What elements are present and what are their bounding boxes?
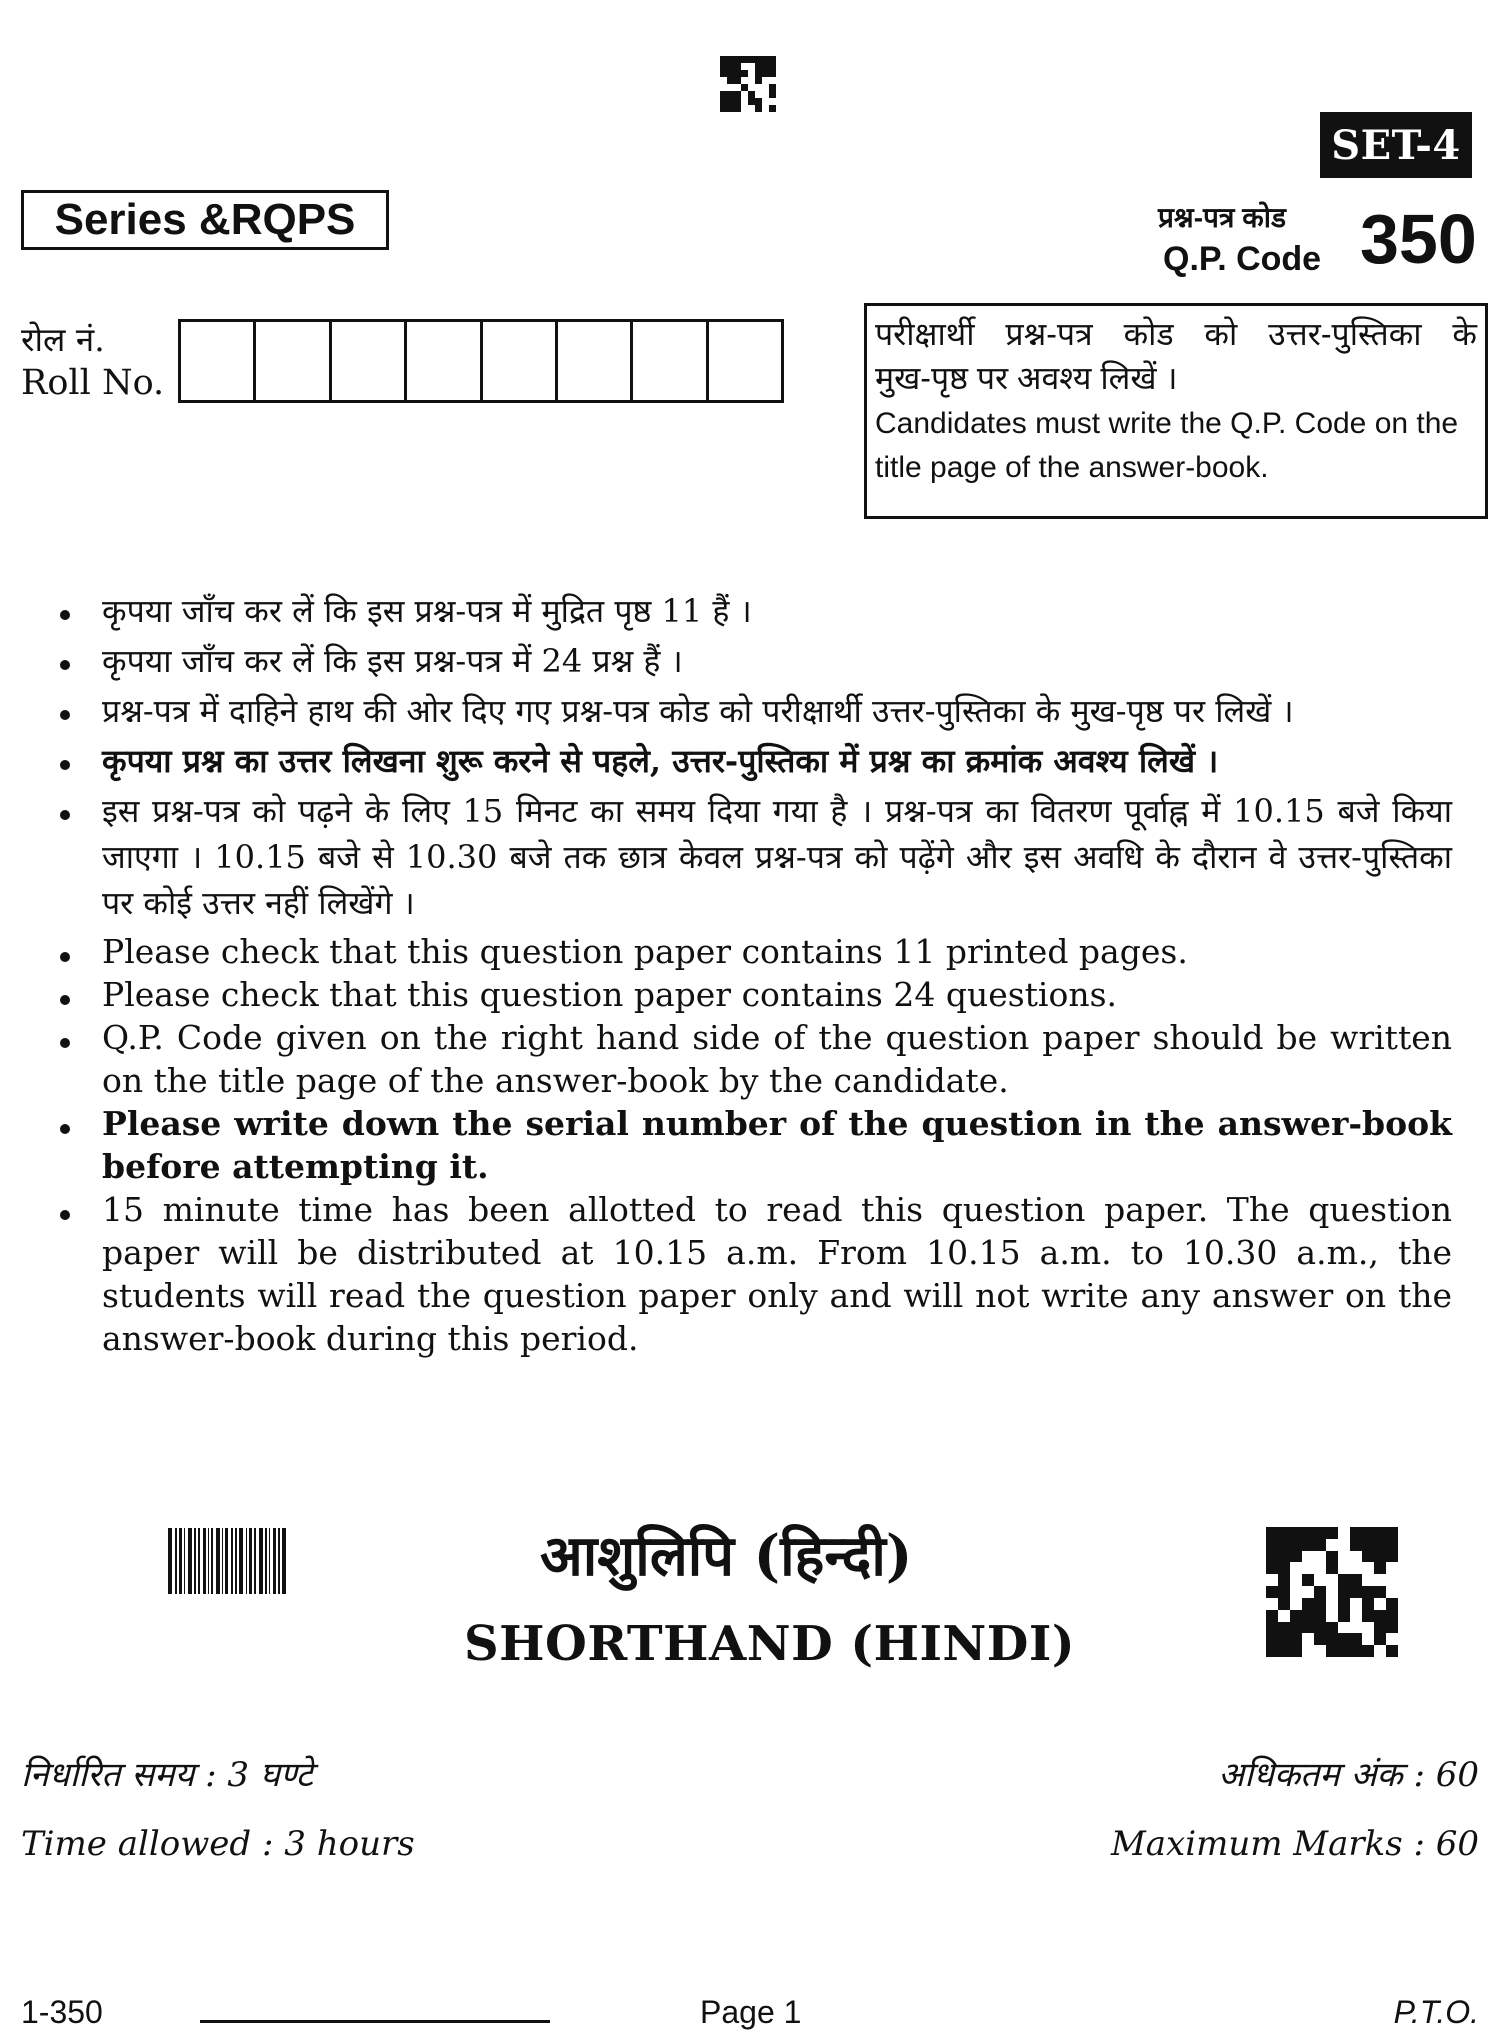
roll-digit-box[interactable]	[483, 322, 558, 403]
candidate-note-box	[864, 303, 1488, 519]
subject-title-hindi: आशुलिपि (हिन्दी)	[540, 1523, 913, 1589]
roll-label-english: Roll No.	[21, 363, 165, 403]
instruction-hindi-3: प्रश्न-पत्र में दाहिने हाथ की ओर दिए गए प्रश्न-पत्र कोड को परीक्षार्थी उत्तर-पुस्तिका के मुख-पृष्ठ पर लिखें ।	[48, 688, 1452, 734]
footer-paper-code: 1-350	[21, 1994, 103, 2030]
note-hindi-line1: परीक्षार्थी प्रश्न-पत्र कोड को उत्तर-पुस्तिका के	[875, 316, 1477, 352]
right-qr-code-icon	[1266, 1527, 1398, 1657]
qp-code-hindi-label: प्रश्न-पत्र कोड	[1158, 202, 1286, 233]
max-marks-hindi: अधिकतम अंक : 60	[1218, 1755, 1479, 1795]
footer-page-number: Page 1	[700, 1994, 802, 2030]
qp-code-value: 350	[1360, 200, 1477, 278]
time-allowed-english: Time allowed : 3 hours	[21, 1824, 415, 1864]
roll-label-hindi: रोल नं.	[21, 320, 105, 359]
instruction-english-2: Please check that this question paper contains 24 questions.	[48, 973, 1452, 1016]
subject-title-english: SHORTHAND (HINDI)	[464, 1616, 1076, 1672]
instruction-english-3: Q.P. Code given on the right hand side of the question paper should be written on the title page of the answer-book by the candidate.	[48, 1016, 1452, 1102]
roll-number-boxes[interactable]	[178, 319, 784, 403]
roll-digit-box[interactable]	[256, 322, 331, 403]
roll-digit-box[interactable]	[332, 322, 407, 403]
instructions-list	[48, 588, 1452, 1360]
footer-rule	[200, 2020, 550, 2023]
set-badge: SET-4	[1320, 112, 1472, 178]
qp-code-label: Q.P. Code	[1163, 240, 1322, 278]
max-marks-english: Maximum Marks : 60	[1110, 1824, 1479, 1864]
roll-digit-box[interactable]	[181, 322, 256, 403]
roll-digit-box[interactable]	[407, 322, 482, 403]
instruction-english-1: Please check that this question paper contains 11 printed pages.	[48, 930, 1452, 973]
time-allowed-hindi: निर्धारित समय : 3 घण्टे	[21, 1755, 313, 1795]
note-hindi-line2: मुख-पृष्ठ पर अवश्य लिखें ।	[875, 360, 1178, 396]
instruction-hindi-1: कृपया जाँच कर लें कि इस प्रश्न-पत्र में मुद्रित पृष्ठ 11 हैं ।	[48, 588, 1452, 634]
instruction-english-5: 15 minute time has been allotted to read this question paper. The question paper will be distributed at 10.15 a.m. From 10.15 a.m. to 10.30 a.m., the students will read the question paper only and will not write any answer on the answer-book during this period.	[48, 1188, 1452, 1360]
roll-digit-box[interactable]	[709, 322, 784, 403]
roll-digit-box[interactable]	[633, 322, 708, 403]
top-qr-code-icon	[720, 56, 776, 112]
instruction-hindi-2: कृपया जाँच कर लें कि इस प्रश्न-पत्र में 24 प्रश्न हैं ।	[48, 638, 1452, 684]
roll-digit-box[interactable]	[558, 322, 633, 403]
instruction-english-4: Please write down the serial number of the question in the answer-book before attempting it.	[48, 1102, 1452, 1188]
instruction-hindi-5: इस प्रश्न-पत्र को पढ़ने के लिए 15 मिनट का समय दिया गया है । प्रश्न-पत्र का वितरण पूर्वाह्न में 10.15 बजे किया जाएगा । 10.15 बजे से 10.30 बजे तक छात्र केवल प्रश्न-पत्र को पढ़ेंगे और इस अवधि के दौरान वे उत्तर-पुस्तिका पर कोई उत्तर नहीं लिखेंगे ।	[48, 788, 1452, 926]
barcode-icon	[168, 1528, 328, 1594]
series-label: Series &RQPS	[21, 190, 389, 250]
footer-pto: P.T.O.	[1393, 1994, 1479, 2030]
note-english: Candidates must write the Q.P. Code on the title page of the answer-book.	[875, 407, 1459, 484]
instruction-hindi-4: कृपया प्रश्न का उत्तर लिखना शुरू करने से पहले, उत्तर-पुस्तिका में प्रश्न का क्रमांक अवश्य लिखें ।	[48, 738, 1452, 784]
